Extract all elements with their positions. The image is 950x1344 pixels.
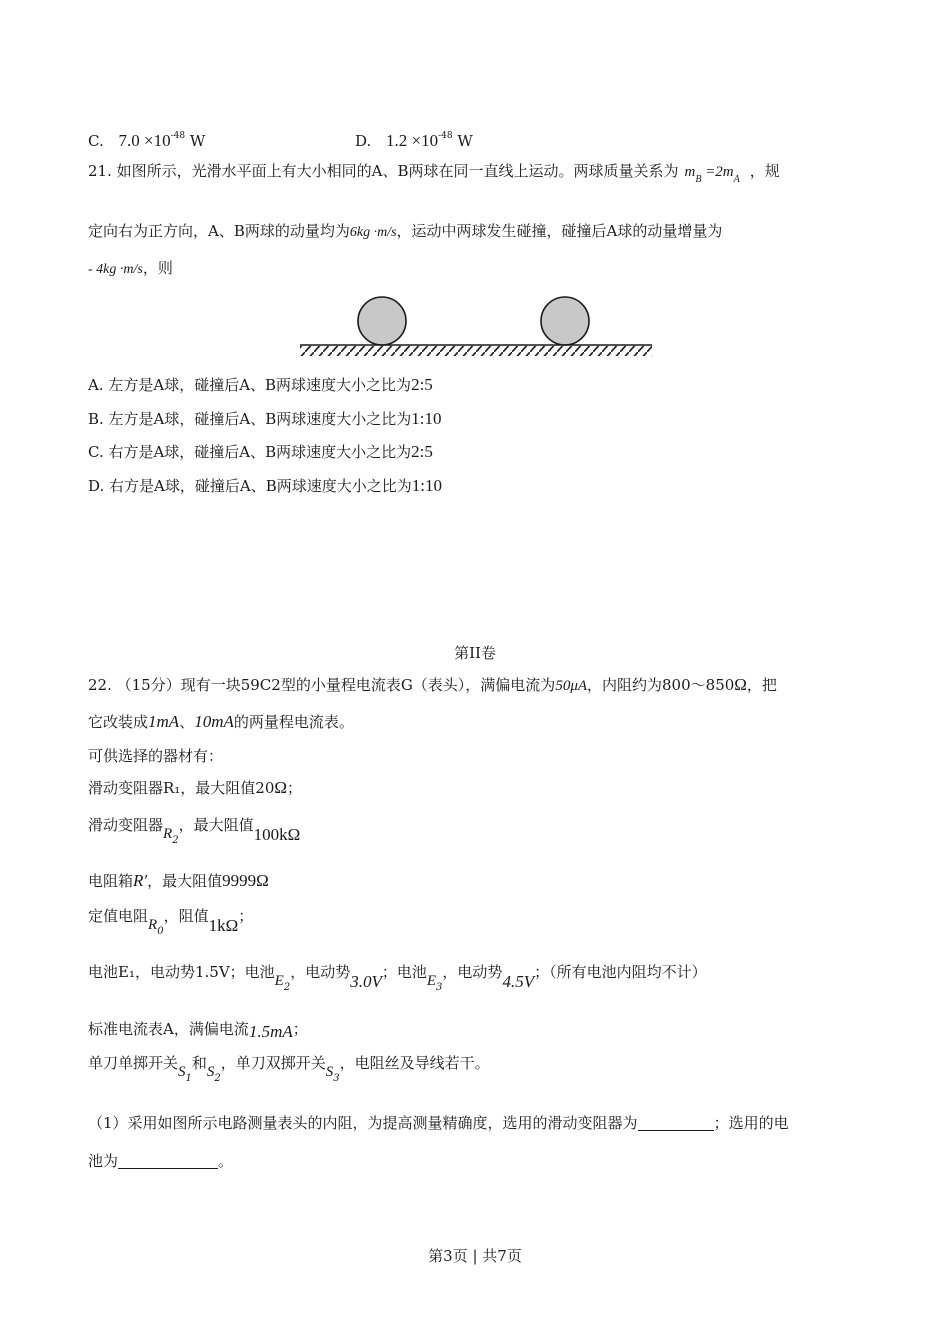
q22-bat-end: ；（所有电池内阻均不计） <box>534 963 707 981</box>
q21-momentum: 6kg ·m/s <box>349 225 397 240</box>
q22-stem-text2a: 它改装成 <box>88 713 149 731</box>
ball-left <box>358 297 406 345</box>
q22-equip-switches <box>88 1053 490 1089</box>
q22-r0-end: ； <box>238 907 254 925</box>
q22-r0-value: 1kΩ <box>208 916 239 935</box>
q20-option-d-unit: W <box>457 132 473 150</box>
page-footer: 第3页 | 共7页 <box>428 1247 522 1265</box>
q22-e2-value: 3.0V <box>350 972 382 991</box>
q22-equip-standard-ammeter <box>88 1019 308 1042</box>
q22-part1-text-a: （1）采用如图所示电路测量表头的内阻，为提高测量精确度，选用的滑动变阻器为 <box>88 1114 638 1132</box>
q22-bat-mid2: ；电池 <box>381 963 427 981</box>
q21-option-c-ratio: 2:5 <box>411 442 433 461</box>
q22-e3-sub: 3 <box>436 982 443 993</box>
q22-full-current: 50μA <box>555 678 588 694</box>
q21-stem-line1 <box>88 161 780 190</box>
q20-option-d-value: 1.2 ×10 <box>386 131 439 150</box>
q22-part1-blank2[interactable] <box>118 1152 218 1169</box>
q22-r0-text: 定值电阻 <box>88 907 149 925</box>
q22-std-value: 1.5mA <box>248 1022 293 1041</box>
section-title: 第II卷 <box>454 644 496 662</box>
q20-option-d <box>355 126 473 151</box>
q22-sw-text1: 单刀单掷开关 <box>88 1054 179 1072</box>
q22-r2-sub: 2 <box>172 835 179 846</box>
q22-r1-ohm: Ω <box>274 778 288 797</box>
q22-part1-blank1[interactable] <box>638 1114 714 1131</box>
q22-box-mid: ，最大阻值 <box>147 872 223 890</box>
q22-bat-mid3: ，电动势 <box>442 963 503 981</box>
q22-r2-mid: ，最大阻值 <box>178 816 254 834</box>
q22-equipment-title: 可供选择的器材有： <box>88 747 224 765</box>
q22-s2-symbol: S <box>206 1064 215 1080</box>
q22-equip-box <box>88 871 269 891</box>
q22-stem-line2 <box>88 712 354 732</box>
q22-sw-and: 和 <box>191 1054 207 1072</box>
q22-box-value: 9999Ω <box>222 871 269 890</box>
q22-bat-text1: 电池E₁，电动势1.5V；电池 <box>88 963 275 981</box>
q22-equip-r0 <box>88 906 253 942</box>
q21-option-d-text: D. 右方是A球，碰撞后A、B两球速度大小之比为 <box>88 477 412 495</box>
q20-option-c-label: C. <box>88 132 104 150</box>
q22-range1: 1mA <box>148 712 180 731</box>
q22-part1-line2 <box>88 1151 233 1171</box>
q21-mass-rhs-sub: A <box>733 174 740 185</box>
q20-option-d-exponent: -48 <box>438 131 453 141</box>
q22-e2-sub: 2 <box>283 982 291 993</box>
q21-stem-line3 <box>88 258 173 280</box>
q21-option-a <box>88 375 433 395</box>
q21-momentum-change: - 4kg ·m/s <box>88 262 143 277</box>
q21-stem-text1-end: ，规 <box>749 162 780 180</box>
q21-figure <box>296 292 656 362</box>
q22-stem-text1a: 22. （15分）现有一块59C2型的小量程电流表G（表头），满偏电流为 <box>88 676 556 694</box>
q22-r2-symbol: R <box>163 826 173 842</box>
q22-equip-r2 <box>88 815 300 851</box>
q20-option-c-unit: W <box>189 132 206 150</box>
q22-r0-symbol: R <box>148 917 158 933</box>
floor-hatching <box>300 346 652 356</box>
q22-r2-value: 100kΩ <box>253 825 301 844</box>
q21-mass-lhs-sub: B <box>695 174 702 185</box>
q22-equip-batteries <box>88 962 707 998</box>
q21-mass-relation <box>684 164 740 185</box>
q21-stem-text1: 21. 如图所示，光滑水平面上有大小相同的A、B两球在同一直线上运动。两球质量关系为 <box>88 162 679 180</box>
q21-option-b <box>88 409 441 429</box>
q22-r0-mid: ，阻值 <box>163 907 209 925</box>
q22-part1-line1 <box>88 1113 789 1133</box>
q22-box-symbol: R′ <box>133 871 148 890</box>
q21-mass-mid: =2m <box>701 164 734 180</box>
q21-option-d-ratio: 1:10 <box>411 476 442 495</box>
q21-stem-text2b: ，运动中两球发生碰撞，碰撞后A球的动量增量为 <box>396 222 723 240</box>
q22-bat-mid1: ，电动势 <box>290 963 351 981</box>
q21-mass-lhs: m <box>684 164 696 180</box>
q22-stem-text1b: ，内阻约为800～850 <box>587 676 735 694</box>
q22-e2-symbol: E <box>274 973 284 989</box>
q21-option-a-ratio: 2:5 <box>411 375 433 394</box>
q21-stem-line2 <box>88 221 722 243</box>
q21-stem-text3: ，则 <box>142 259 173 277</box>
q22-sw-text2: ，单刀双掷开关 <box>220 1054 326 1072</box>
q22-part1-text-d: 。 <box>218 1152 234 1170</box>
q21-stem-text2a: 定向右为正方向，A、B两球的动量均为 <box>88 222 350 240</box>
q22-range2: 10mA <box>194 712 234 731</box>
q21-option-b-ratio: 1:10 <box>411 409 442 428</box>
q22-r2-text: 滑动变阻器 <box>88 816 164 834</box>
q21-option-a-text: A. 左方是A球，碰撞后A、B两球速度大小之比为 <box>88 376 412 394</box>
q20-option-c-value: 7.0 ×10 <box>118 131 171 150</box>
q22-r0-sub: 0 <box>157 926 164 937</box>
ball-right <box>541 297 589 345</box>
q22-equip-r1 <box>88 778 302 798</box>
q22-std-text: 标准电流表A，满偏电流 <box>88 1020 249 1038</box>
q22-part1-text-c: 池为 <box>88 1152 119 1170</box>
q20-option-c-exponent: -48 <box>170 131 186 141</box>
q22-s3-sub: 3 <box>333 1073 340 1084</box>
q22-r1-end: ； <box>287 779 303 797</box>
q22-stem-text1c: ，把 <box>746 676 777 694</box>
q22-s1-symbol: S <box>178 1064 186 1080</box>
q22-part1-text-b: ；选用的电 <box>713 1114 789 1132</box>
q22-std-end: ； <box>292 1020 308 1038</box>
q22-s3-symbol: S <box>325 1064 334 1080</box>
q20-option-d-label: D. <box>355 132 372 150</box>
q22-ohm: Ω <box>734 675 747 694</box>
q22-s1-sub: 1 <box>185 1073 192 1084</box>
q21-option-c-text: C. 右方是A球，碰撞后A、B两球速度大小之比为 <box>88 443 412 461</box>
q21-option-c <box>88 442 433 462</box>
q22-e3-value: 4.5V <box>502 972 535 991</box>
q22-r1-text: 滑动变阻器R₁，最大阻值20 <box>88 779 275 797</box>
q22-sep: 、 <box>179 713 195 731</box>
q22-sw-end: ，电阻丝及导线若干。 <box>339 1054 490 1072</box>
q22-stem-text2b: 的两量程电流表。 <box>233 713 354 731</box>
q22-s2-sub: 2 <box>214 1073 221 1084</box>
q21-option-b-text: B. 左方是A球，碰撞后A、B两球速度大小之比为 <box>88 410 412 428</box>
q22-stem-line1 <box>88 675 777 696</box>
q21-option-d <box>88 476 442 496</box>
q22-e3-symbol: E <box>426 973 437 989</box>
q22-box-text: 电阻箱 <box>88 872 134 890</box>
